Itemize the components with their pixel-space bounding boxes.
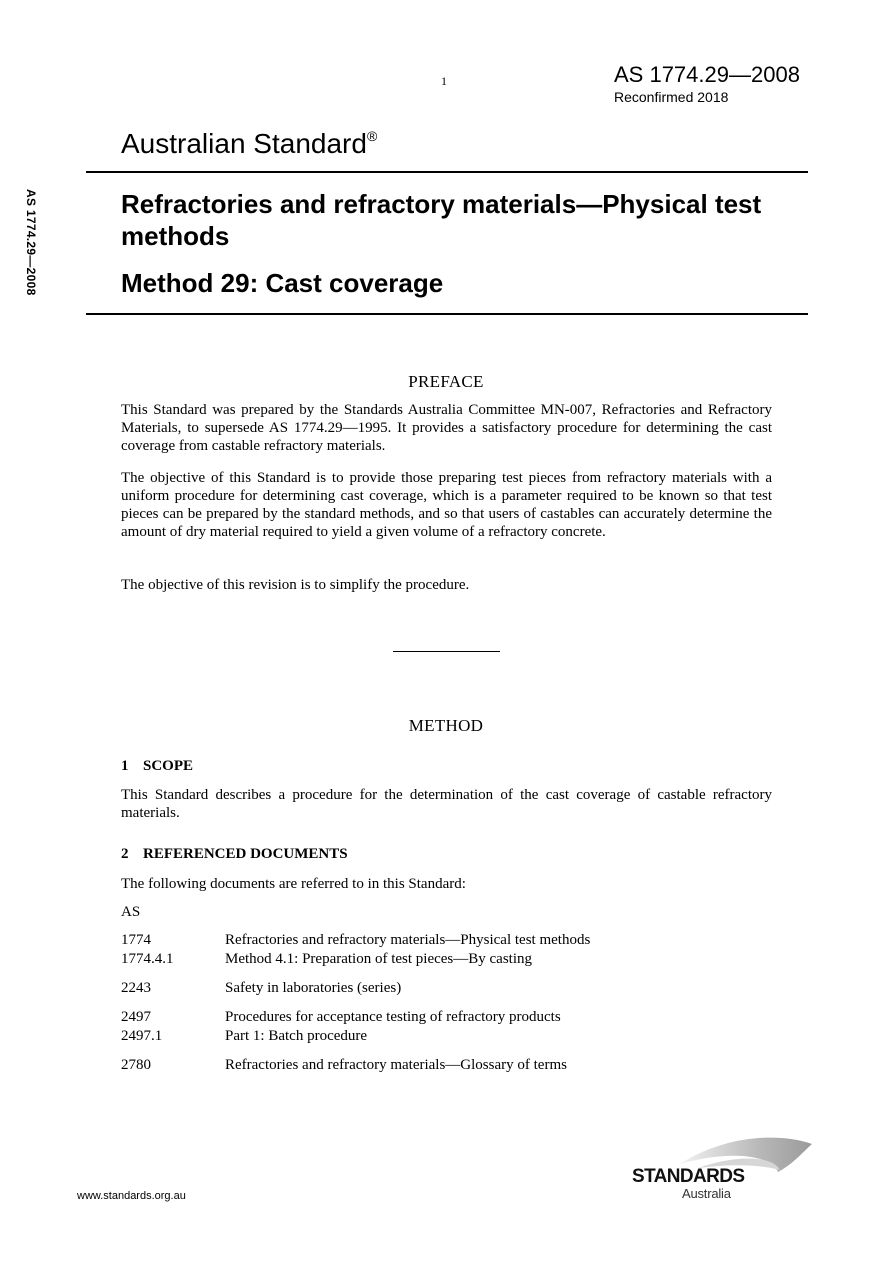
bottom-rule [86, 313, 808, 315]
reference-code: 2243 [121, 980, 151, 996]
section-divider [393, 651, 500, 652]
method-title: Method 29: Cast coverage [121, 268, 444, 298]
reference-code: 2780 [121, 1057, 151, 1073]
side-document-code: AS 1774.29—2008 [24, 189, 38, 296]
references-intro: The following documents are referred to in this Standard: [121, 876, 466, 892]
preface-heading: PREFACE [408, 372, 484, 391]
references-heading [121, 846, 348, 863]
reference-code: 1774.4.1 [121, 951, 174, 967]
references-heading-text: REFERENCED DOCUMENTS [143, 846, 348, 862]
method-heading: METHOD [408, 716, 484, 735]
scope-heading-text: SCOPE [143, 758, 194, 774]
preface-paragraph-1: This Standard was prepared by the Standards Australia Committee MN-007, Refractories and Refractory Materials, to supersede AS 1774.29—1995. It provides a satisfactory procedure for determining the cast coverage from castable refractory materials. [121, 402, 772, 454]
reference-item [121, 1056, 567, 1075]
logo-subtitle: Australia [682, 1186, 731, 1201]
top-rule [86, 171, 808, 173]
reference-title: Refractories and refractory materials—Physical test methods [225, 932, 591, 948]
reference-title: Safety in laboratories (series) [225, 980, 402, 996]
reference-title: Refractories and refractory materials—Glossary of terms [225, 1057, 567, 1073]
reference-code: 2497 [121, 1009, 151, 1025]
reference-item [121, 979, 401, 998]
references-number: 2 [121, 846, 129, 862]
logo-wordmark: STANDARDS [632, 1166, 745, 1187]
standards-australia-logo [628, 1134, 814, 1206]
reference-item [121, 1008, 561, 1027]
reference-code: 1774 [121, 932, 151, 948]
document-code: AS 1774.29—2008 [614, 62, 800, 87]
reference-item [121, 950, 532, 969]
reconfirmed-date: Reconfirmed 2018 [614, 89, 729, 105]
brand-title [121, 128, 377, 160]
reference-title: Method 4.1: Preparation of test pieces—By casting [225, 951, 533, 967]
page-number: 1 [441, 74, 447, 88]
reference-item [121, 931, 590, 950]
scope-number: 1 [121, 758, 129, 774]
main-title: Refractories and refractory materials—Physical test methods [121, 189, 762, 251]
preface-paragraph-2: The objective of this Standard is to provide those preparing test pieces from refractory materials with a uniform procedure for determining cast coverage, which is a parameter required to be known so that test pieces can be prepared by the standard methods, and so that users of castables can accurately determine the amount of dry material required to yield a given volume of a refractory concrete. [121, 470, 772, 540]
brand-title-text: Australian Standard [121, 128, 367, 159]
registered-mark: ® [366, 127, 378, 144]
reference-title: Procedures for acceptance testing of refractory products [225, 1009, 561, 1025]
footer-url[interactable]: www.standards.org.au [77, 1190, 186, 1202]
scope-text: This Standard describes a procedure for the determination of the cast coverage of castable refractory materials. [121, 787, 772, 821]
reference-code: 2497.1 [121, 1028, 163, 1044]
reference-item [121, 1027, 367, 1046]
scope-heading [121, 758, 193, 775]
references-group-label: AS [121, 904, 141, 920]
reference-title: Part 1: Batch procedure [225, 1028, 368, 1044]
preface-paragraph-3: The objective of this revision is to simplify the procedure. [121, 577, 470, 593]
